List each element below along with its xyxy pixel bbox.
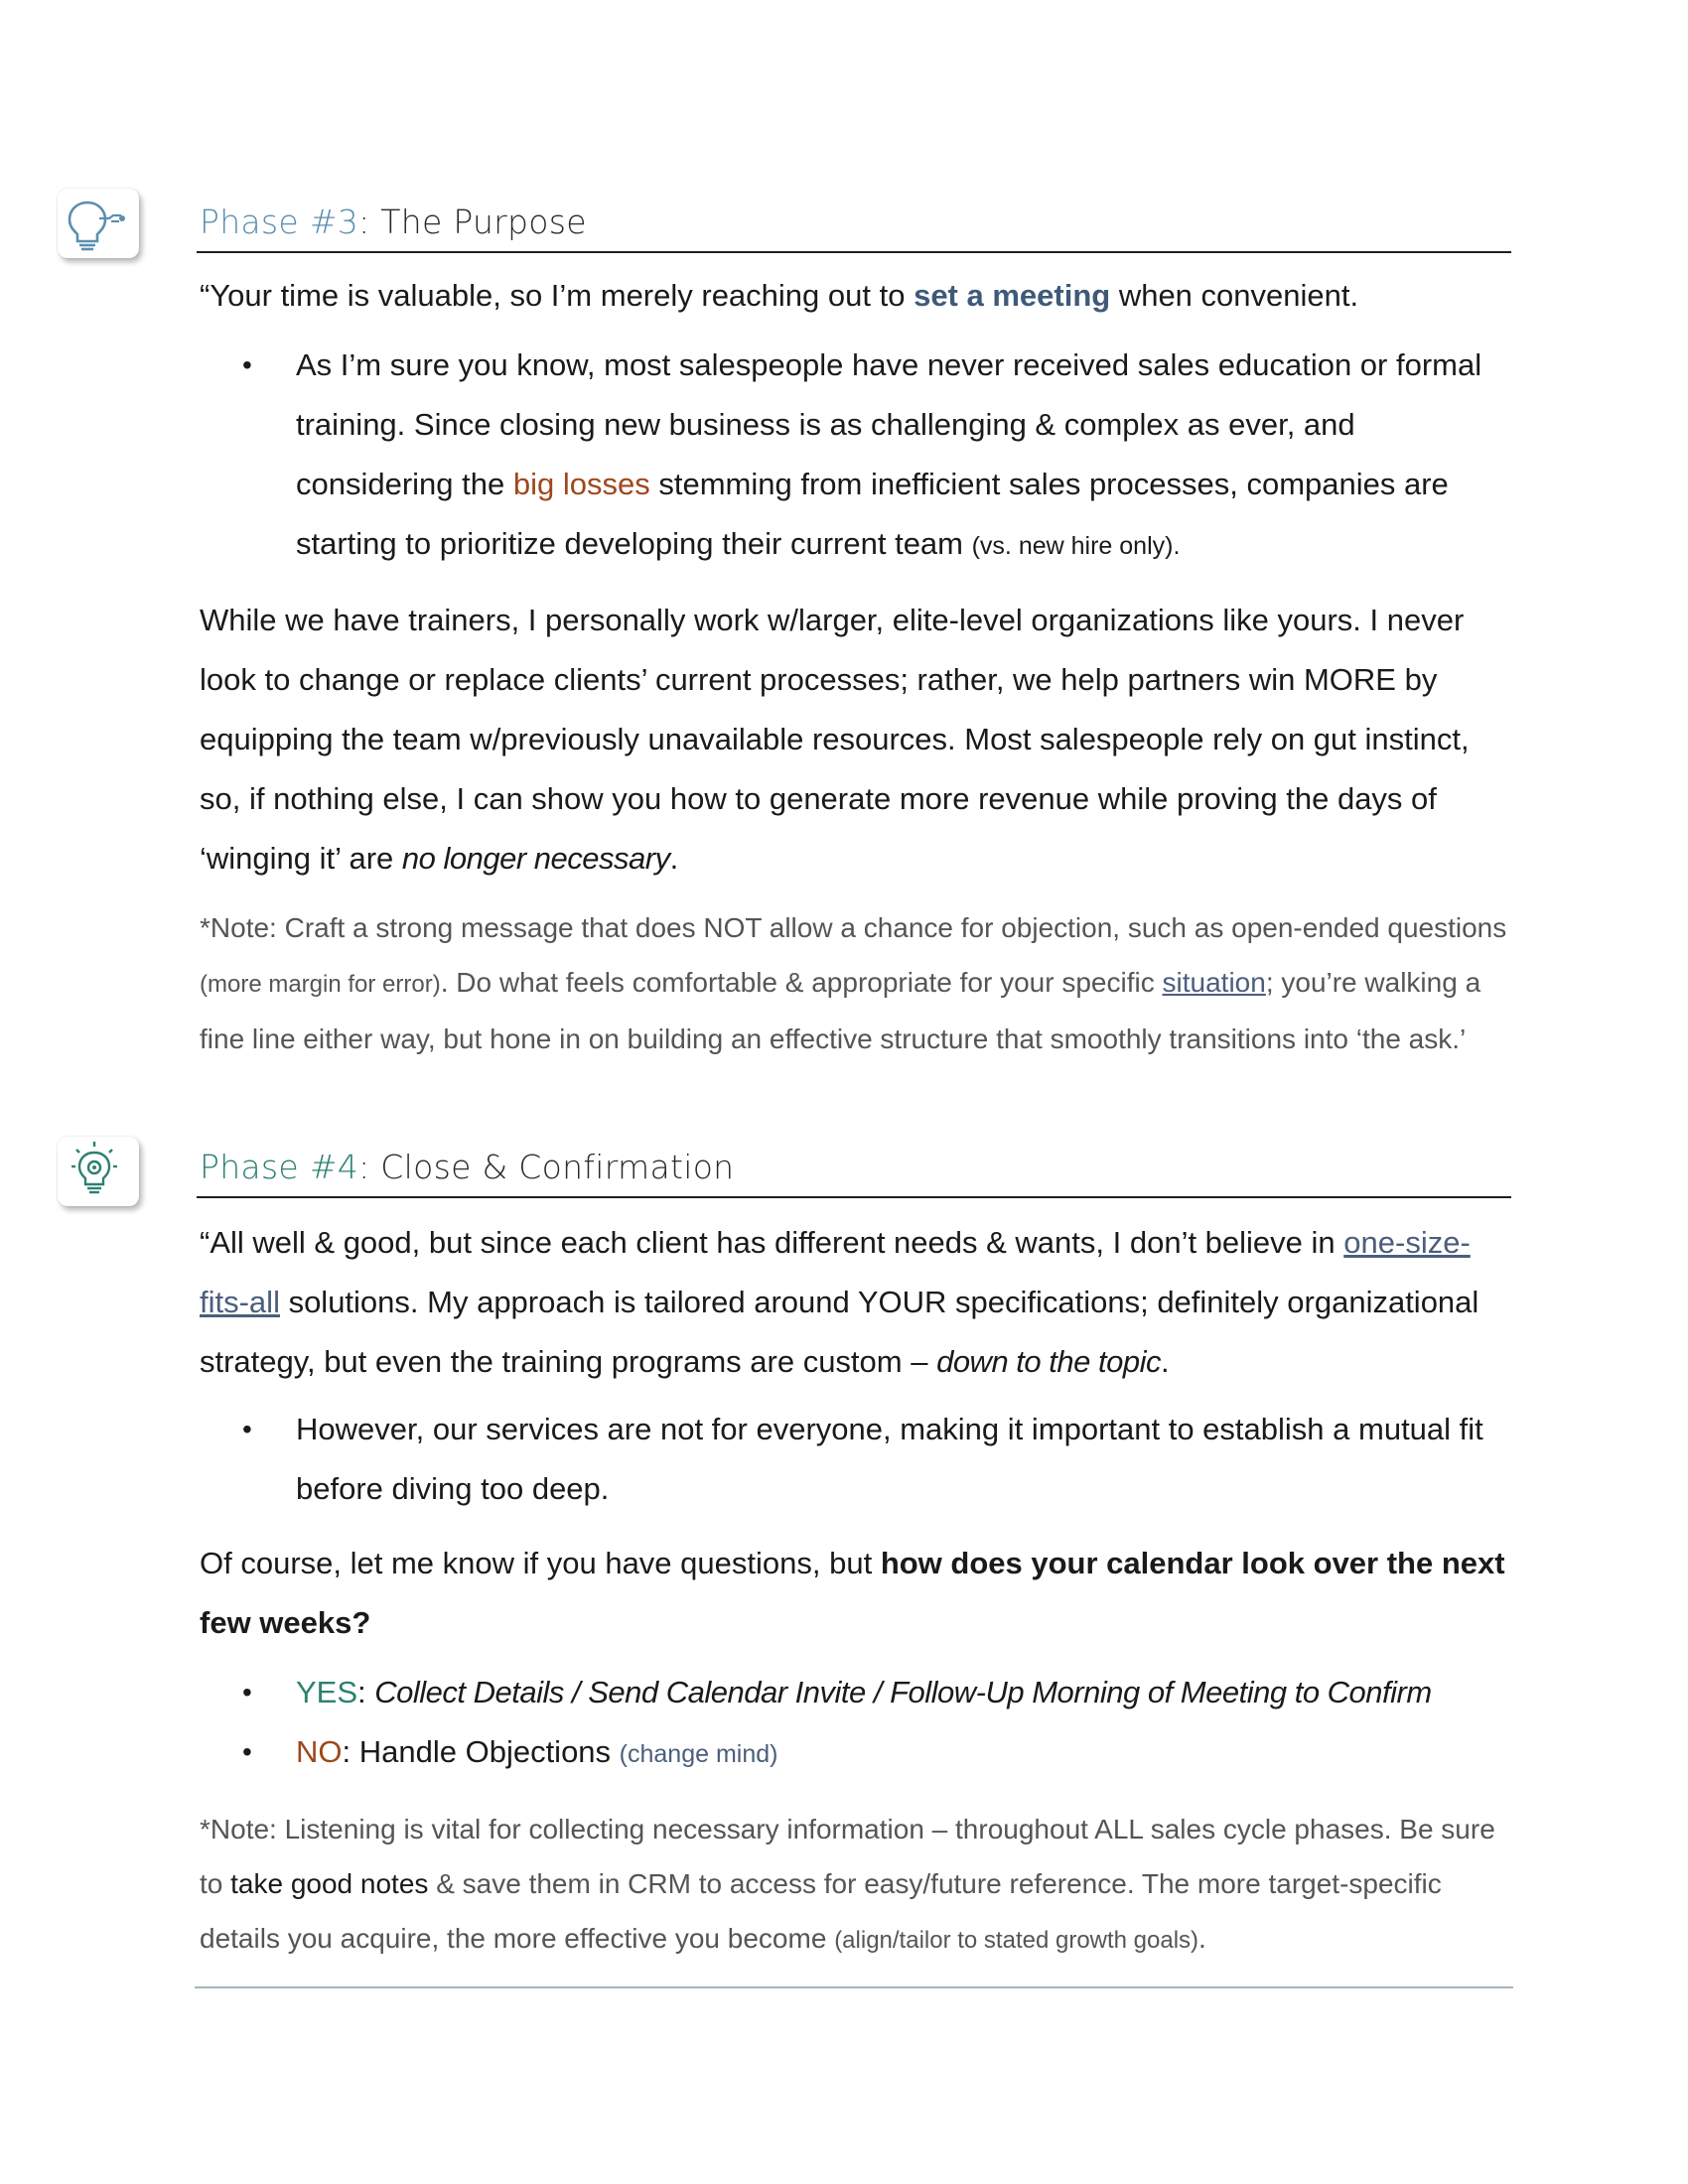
set-a-meeting-highlight: set a meeting <box>914 278 1111 313</box>
phase3-body: While we have trainers, I personally work w/larger, elite-level organizations like yours. I never look to change or replace clients’ current processes; rather, we help partners win MORE by equipping the team w/previously unavailable resources. Most salespeople rely on gut instinct, so, if nothing else, I can show you how to generate more revenue while proving the days of ‘winging it’ are no longer necessary. <box>200 603 1470 876</box>
bottom-divider <box>195 1986 1513 1988</box>
list-item: • As I’m sure you know, most salespeople have never received sales education or formal training. Since closing new business is as challenging & complex as ever, and considering the big losses stemming from inefficient sales processes, companies are starting to prioritize developing their current team (vs. new hire only). <box>197 336 1511 576</box>
phase3-heading <box>197 194 1511 253</box>
phase4-heading <box>197 1139 1511 1198</box>
list-item: • However, our services are not for everyone, making it important to establish a mutual fit before diving too deep. <box>197 1400 1511 1519</box>
big-losses-highlight: big losses <box>512 467 650 501</box>
no-option: • NO: Handle Objections (change mind) <box>197 1722 1511 1784</box>
phase4-heading-number: Phase #4 <box>200 1148 359 1186</box>
phase4-intro: “All well & good, but since each client has different needs & wants, I don’t believe in one-size-fits-all solutions. My approach is tailored around YOUR specifications; definitely organizational strategy, but even the training programs are custom – down to the topic. <box>200 1225 1479 1379</box>
situation-link[interactable]: situation <box>1162 967 1266 998</box>
yes-option: • YES: Collect Details / Send Calendar Invite / Follow-Up Morning of Meeting to Confirm <box>197 1663 1511 1722</box>
lightbulb-gear-icon <box>58 1137 139 1206</box>
phase3-bullet-list <box>197 336 1511 576</box>
calendar-question: how does your calendar look over the next few weeks? <box>200 1546 1505 1640</box>
phase4-ask: Of course, let me know if you have questions, but how does your calendar look over the next few weeks? <box>200 1546 1505 1640</box>
no-label: NO <box>296 1734 343 1769</box>
phase3-intro: “Your time is valuable, so I’m merely reaching out to set a meeting when convenient. <box>200 278 1359 313</box>
phase4-icon-tile <box>58 1137 139 1206</box>
phase4-heading-title: : Close & Confirmation <box>358 1148 735 1186</box>
phase4-bullet-list <box>197 1400 1511 1519</box>
take-good-notes-highlight: take good notes <box>230 1868 429 1899</box>
lightbulb-idea-icon <box>58 189 139 258</box>
phase3-heading-title: : The Purpose <box>358 203 587 241</box>
yes-label: YES <box>296 1675 358 1709</box>
phase3-icon-tile <box>58 189 139 258</box>
phase3-note: *Note: Craft a strong message that does NOT allow a chance for objection, such as open-ended questions (more margin for error). Do what feels comfortable & appropriate for your specific situation; you’re walking a fine line either way, but hone in on building an effective structure that smoothly transitions into ‘the ask.’ <box>200 912 1507 1054</box>
phase4-note: *Note: Listening is vital for collecting necessary information – throughout ALL sales cycle phases. Be sure to take good notes & save them in CRM to access for easy/future reference. The more target-specific details you acquire, the more effective you become (align/tailor to stated growth goals). <box>200 1814 1495 1954</box>
phase3-heading-number: Phase #3 <box>200 203 359 241</box>
phase4-options <box>197 1663 1511 1784</box>
one-size-fits-all-link[interactable]: one-size-fits-all <box>200 1225 1471 1319</box>
